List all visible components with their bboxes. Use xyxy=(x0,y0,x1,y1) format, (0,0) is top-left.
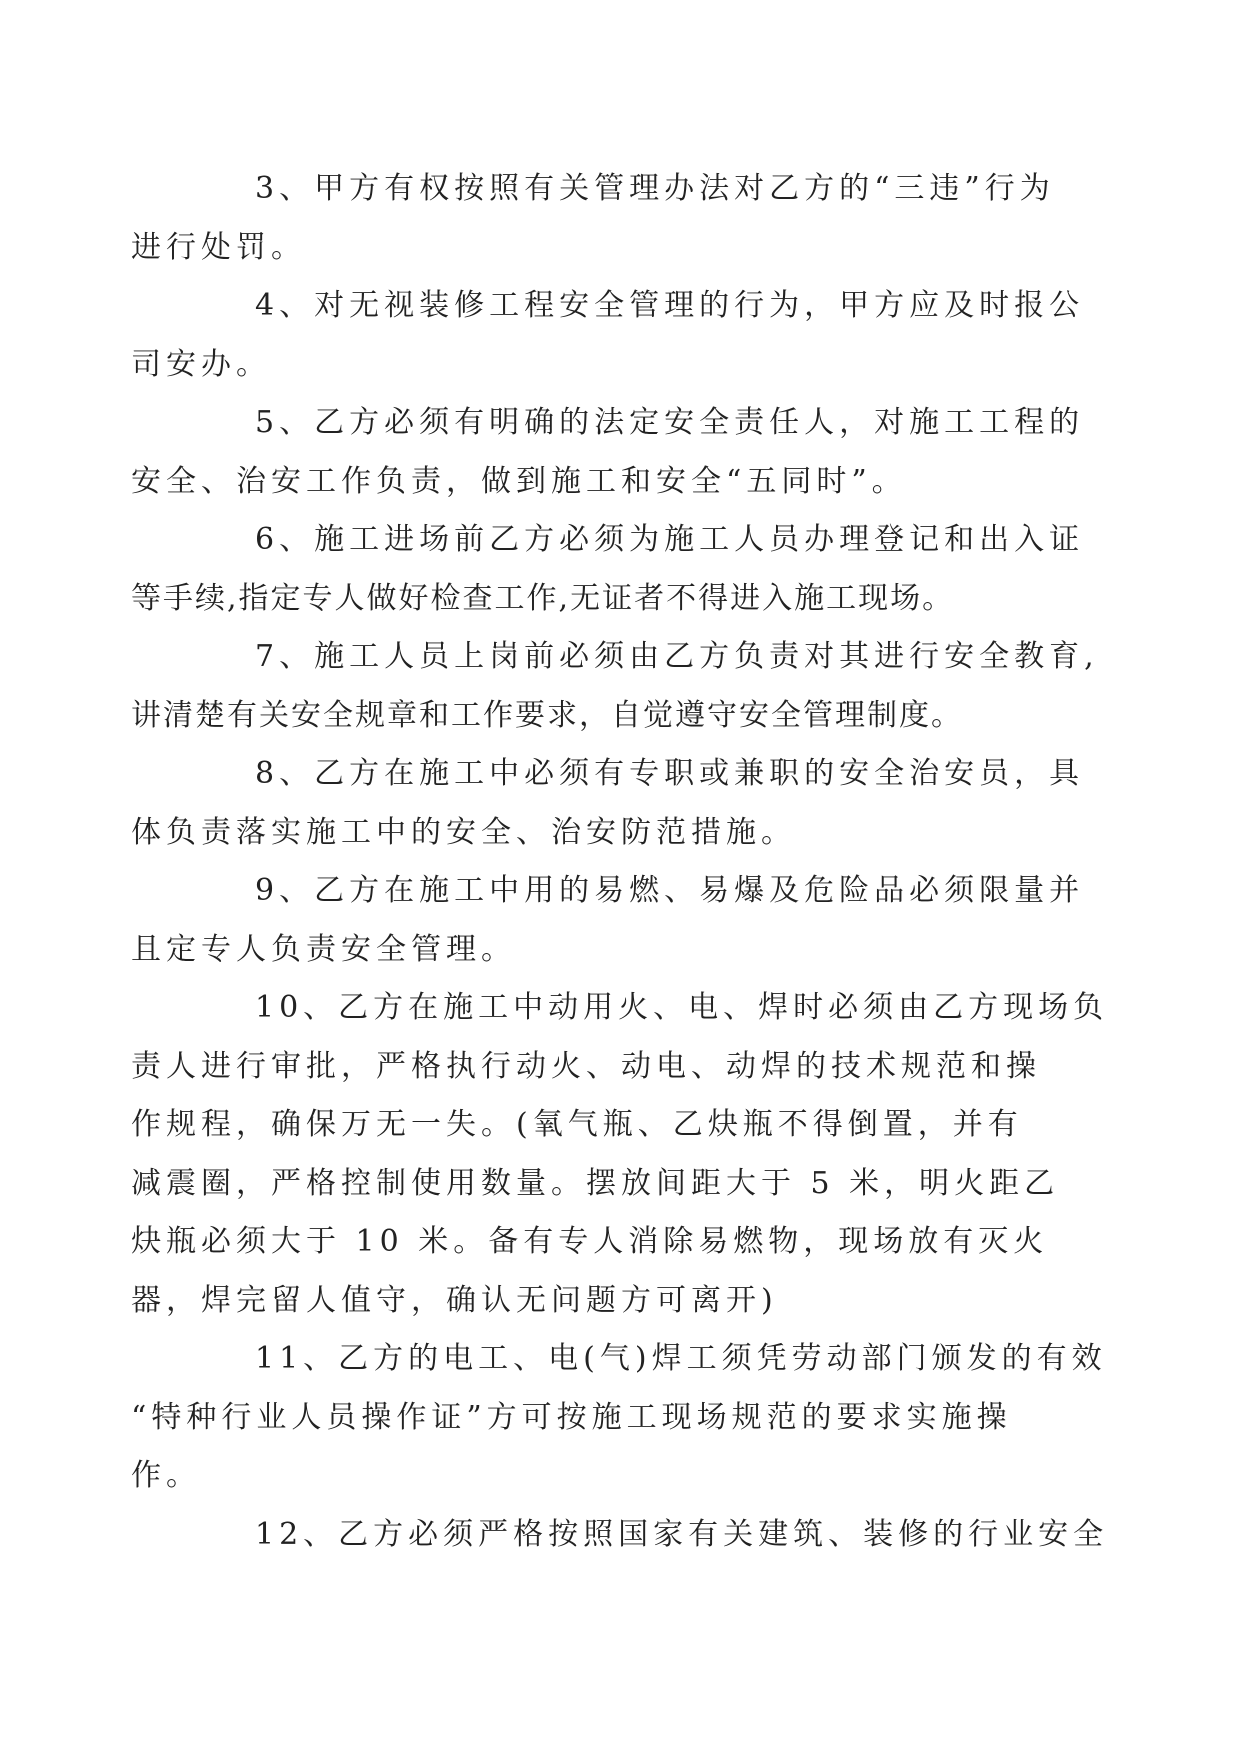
clause-7 xyxy=(131,628,1099,745)
text-line: 6、施工进场前乙方必须为施工人员办理登记和出入证 xyxy=(255,522,1085,557)
clause-10 xyxy=(131,979,1109,1330)
text-line: 器，焊完留人值守，确认无问题方可离开) xyxy=(131,1282,778,1318)
clause-4 xyxy=(131,277,1085,394)
text-line: 安全、治安工作负责，做到施工和安全“五同时”。 xyxy=(131,463,907,499)
text-line: “特种行业人员操作证”方可按施工现场规范的要求实施操 xyxy=(131,1399,1012,1435)
text-line: 7、施工人员上岗前必须由乙方负责对其进行安全教育, xyxy=(255,639,1099,674)
text-line: 11、乙方的电工、电(气)焊工须凭劳动部门颁发的有效 xyxy=(255,1341,1107,1376)
text-line: 作。 xyxy=(131,1458,201,1493)
clause-12 xyxy=(193,1506,1109,1565)
clause-6 xyxy=(131,511,1085,628)
text-line: 讲清楚有关安全规章和工作要求，自觉遵守安全管理制度。 xyxy=(131,697,963,733)
document-body xyxy=(131,160,1109,1564)
text-line: 12、乙方必须严格按照国家有关建筑、装修的行业安全 xyxy=(255,1516,1109,1552)
text-line: 作规程，确保万无一失。(氧气瓶、乙炔瓶不得倒置，并有 xyxy=(131,1107,1023,1142)
text-line: 且定专人负责安全管理。 xyxy=(131,931,516,967)
text-line: 3、甲方有权按照有关管理办法对乙方的“三违”行为 xyxy=(255,171,1055,206)
text-line: 等手续,指定专人做好检查工作,无证者不得进入施工现场。 xyxy=(131,580,955,616)
text-line: 减震圈，严格控制使用数量。摆放间距大于 5 米，明火距乙 xyxy=(131,1165,1060,1201)
clause-8 xyxy=(131,745,1085,862)
clause-3 xyxy=(131,160,1063,277)
text-line: 司安办。 xyxy=(131,346,271,382)
text-line: 4、对无视装修工程安全管理的行为，甲方应及时报公 xyxy=(255,288,1085,323)
text-line: 10、乙方在施工中动用火、电、焊时必须由乙方现场负 xyxy=(255,990,1109,1025)
clause-11 xyxy=(131,1330,1107,1506)
text-line: 5、乙方必须有明确的法定安全责任人，对施工工程的 xyxy=(255,405,1085,440)
clause-5 xyxy=(131,394,1085,511)
text-line: 炔瓶必须大于 10 米。备有专人消除易燃物，现场放有灭火 xyxy=(131,1224,1049,1259)
text-line: 体负责落实施工中的安全、治安防范措施。 xyxy=(131,814,796,850)
text-line: 9、乙方在施工中用的易燃、易爆及危险品必须限量并 xyxy=(255,873,1085,908)
text-line: 进行处罚。 xyxy=(131,229,306,265)
text-line: 8、乙方在施工中必须有专职或兼职的安全治安员，具 xyxy=(255,756,1085,791)
clause-9 xyxy=(131,862,1085,979)
text-line: 责人进行审批，严格执行动火、动电、动焊的技术规范和操 xyxy=(131,1048,1041,1084)
